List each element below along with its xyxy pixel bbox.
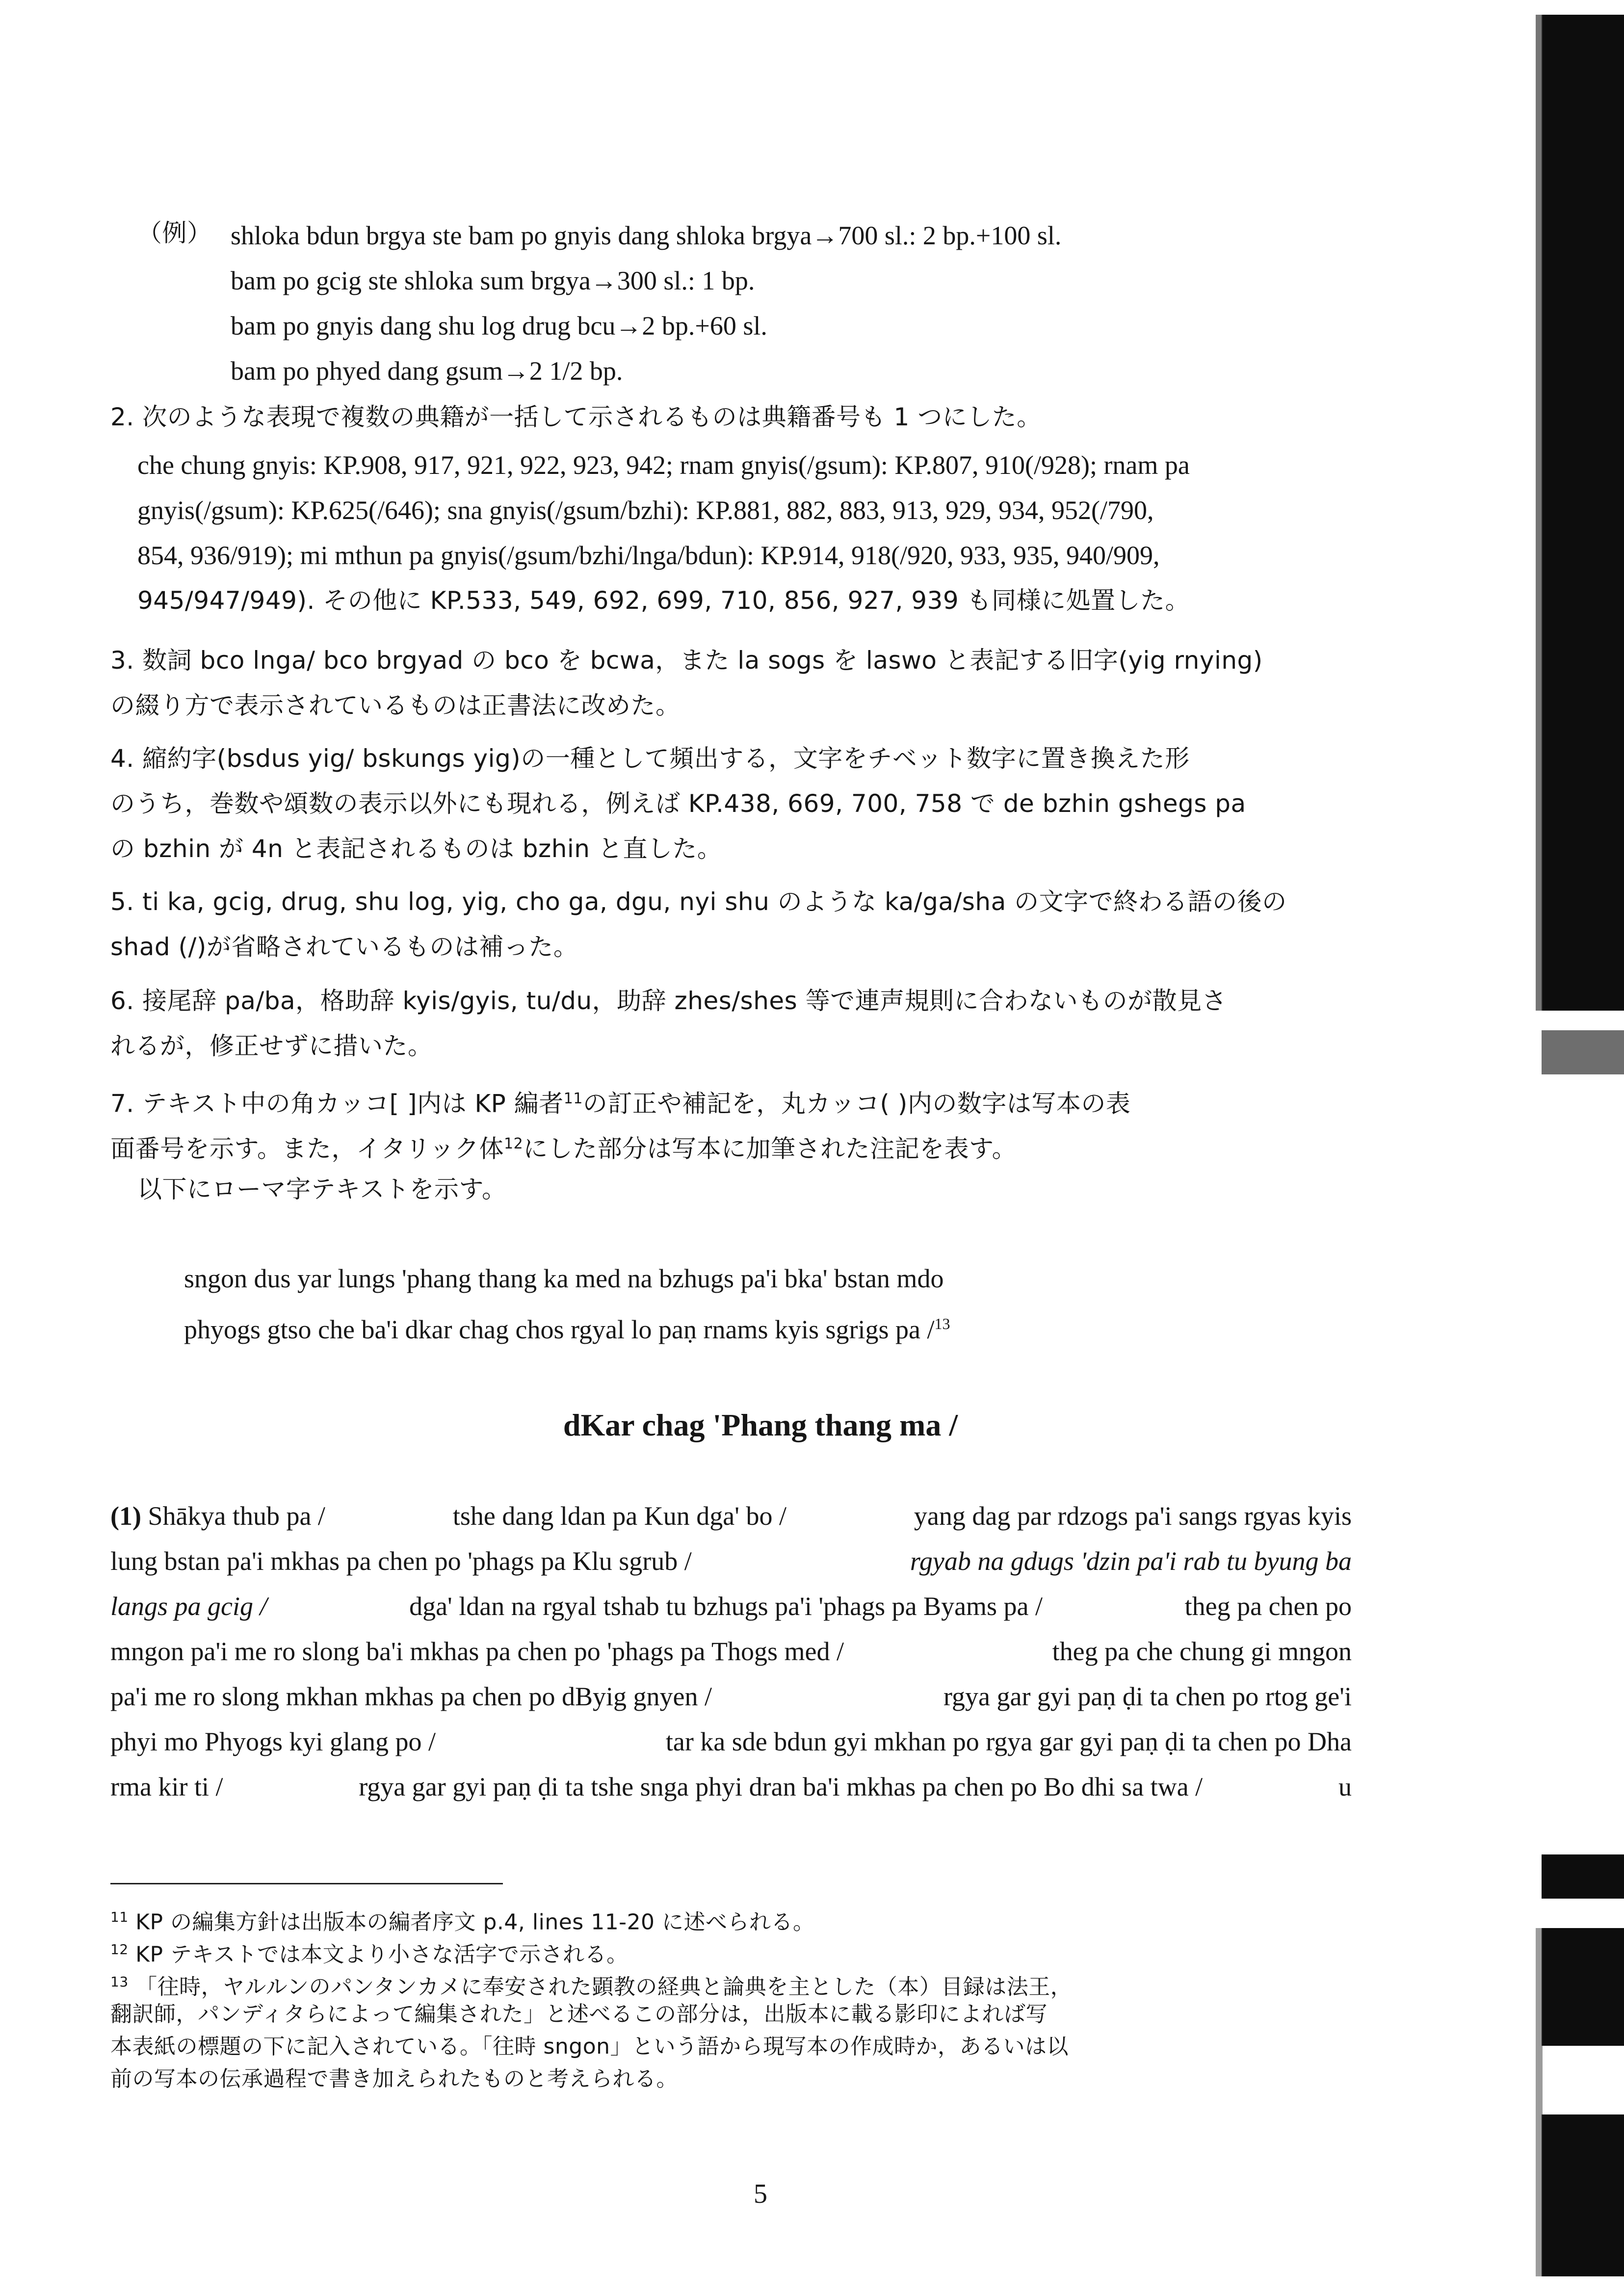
section-title: dKar chag 'Phang thang ma / <box>563 1408 958 1442</box>
footnote-text: KP テキストでは本文より小さな活字で示される。 <box>135 1942 629 1967</box>
scan-edge <box>1536 0 1624 2296</box>
rule-5-line: 5. ti ka, gcig, drug, shu log, yig, cho ga, dgu, nyi shu のような ka/ga/sha の文字で終わる語の後の <box>110 887 1287 916</box>
rule-2-line: 945/947/949). その他に KP.533, 549, 692, 699, 710, 856, 927, 939 も同様に処置した。 <box>137 586 1190 615</box>
rule-6-line: れるが，修正せずに措いた。 <box>110 1032 433 1060</box>
colophon-text: phyogs gtso che ba'i dkar chag chos rgyal lo paṇ rnams kyis sgrigs pa / <box>184 1315 935 1344</box>
body-text: u <box>1338 1772 1352 1801</box>
footnote-13 <box>110 1968 1072 2001</box>
rule-5-line: shad (/)が省略されているものは補った。 <box>110 933 578 961</box>
rule-7-line <box>110 1129 1017 1164</box>
rule-3-line: の綴り方で表示されているものは正書法に改めた。 <box>110 691 681 720</box>
footnote-13-line: 本表紙の標題の下に記入されている。「往時 sngon」という語から現写本の作成時か，あるいは以 <box>110 2034 1069 2059</box>
body-text: tar ka sde bdun gyi mkhan po rgya gar gyi paṇ ḍi ta chen po Dha <box>665 1727 1352 1756</box>
body-line <box>110 1592 1352 1621</box>
example-line: bam po gnyis dang shu log drug bcu→2 bp.+60 sl. <box>231 311 767 340</box>
footnote-number: 13 <box>110 1974 129 1990</box>
footnote-11 <box>110 1904 815 1936</box>
scan-shadow <box>1542 1928 1624 2046</box>
scan-grain <box>1536 1928 1543 2276</box>
body-text: rma kir ti / <box>110 1772 223 1801</box>
footnote-text: KP の編集方針は出版本の編者序文 p.4, lines 11-20 に述べられる。 <box>135 1909 815 1935</box>
annotation-text: rgyab na gdugs 'dzin pa'i rab tu byung ba <box>910 1546 1352 1576</box>
page-number: 5 <box>754 2179 767 2209</box>
rule-7-line <box>110 1084 1130 1119</box>
body-line <box>110 1546 1352 1576</box>
scan-grain <box>1536 15 1543 1011</box>
body-text: Shākya thub pa / <box>148 1501 325 1531</box>
rule-2-line: gnyis(/gsum): KP.625(/646); sna gnyis(/gsum/bzhi): KP.881, 882, 883, 913, 929, 934, 952(/790, <box>137 496 1154 525</box>
example-line: bam po phyed dang gsum→2 1/2 bp. <box>231 356 623 386</box>
footnote-13-line: 前の写本の伝承過程で書き加えられたものと考えられる。 <box>110 2066 678 2091</box>
body-text: theg pa che chung gi mngon <box>1052 1637 1352 1666</box>
rule-4-line: の bzhin が 4n と表記されるものは bzhin と直した。 <box>110 835 722 863</box>
rule-7-text: の訂正や補記を，丸カッコ( )内の数字は写本の表 <box>582 1089 1131 1118</box>
rule-7-text: 7. テキスト中の角カッコ[ ]内は KP 編者 <box>110 1089 564 1118</box>
body-line <box>110 1501 1352 1531</box>
scan-shadow <box>1542 1030 1624 1074</box>
footnote-ref: 13 <box>934 1315 950 1332</box>
scan-shadow <box>1542 2114 1624 2276</box>
body-text: dga' ldan na rgyal tshab tu bzhugs pa'i 'phags pa Byams pa / <box>409 1592 1043 1621</box>
body-text: rgya gar gyi paṇ ḍi ta chen po rtog ge'i <box>943 1682 1352 1711</box>
footnote-ref: 11 <box>563 1090 583 1107</box>
entry-number: (1) <box>110 1501 141 1531</box>
body-text: phyi mo Phyogs kyi glang po / <box>110 1727 436 1756</box>
intro-line: 以下にローマ字テキストを示す。 <box>137 1175 507 1203</box>
footnote-ref: 12 <box>504 1135 524 1152</box>
footnote-number: 12 <box>110 1941 129 1957</box>
footnote-12 <box>110 1936 629 1969</box>
body-text: lung bstan pa'i mkhas pa chen po 'phags pa Klu sgrub / <box>110 1546 692 1576</box>
annotation-text: langs pa gcig / <box>110 1592 267 1621</box>
rule-2-line: che chung gnyis: KP.908, 917, 921, 922, 923, 942; rnam gnyis(/gsum): KP.807, 910(/928); rnam pa <box>137 450 1190 480</box>
body-line <box>110 1772 1352 1801</box>
example-marker: （例） <box>137 219 212 247</box>
colophon-line: sngon dus yar lungs 'phang thang ka med na bzhugs pa'i bka' bstan mdo <box>184 1264 944 1293</box>
body-text: tshe dang ldan pa Kun dga' bo / <box>452 1501 786 1531</box>
rule-4-line: 4. 縮約字(bsdus yig/ bskungs yig)の一種として頻出する，文字をチベット数字に置き換えた形 <box>110 744 1190 773</box>
rule-3-line: 3. 数詞 bco lnga/ bco brgyad の bco を bcwa，また la sogs を laswo と表記する旧字(yig rnying) <box>110 646 1263 675</box>
colophon-line <box>184 1309 950 1344</box>
footnote-13-line: 翻訳師，パンディタらによって編集された」と述べるこの部分は，出版本に載る影印によれば写 <box>110 2002 1048 2027</box>
body-text: pa'i me ro slong mkhan mkhas pa chen po dByig gnyen / <box>110 1682 712 1711</box>
rule-6-line: 6. 接尾辞 pa/ba，格助辞 kyis/gyis, tu/du，助辞 zhes/shes 等で連声規則に合わないものが散見さ <box>110 987 1227 1015</box>
scan-shadow <box>1542 15 1624 1011</box>
rule-2-line: 854, 936/919); mi mthun pa gnyis(/gsum/bzhi/lnga/bdun): KP.914, 918(/920, 933, 935, 940/909, <box>137 541 1160 570</box>
example-line: bam po gcig ste shloka sum brgya→300 sl.: 1 bp. <box>231 266 755 295</box>
scan-shadow <box>1542 1854 1624 1899</box>
rule-2-heading: 2. 次のような表現で複数の典籍が一括して示されるものは典籍番号も 1 つにした。 <box>110 403 1042 431</box>
footnote-text: 「往時，ヤルルンのパンタンカメに奉安された顕教の経典と論典を主とした（本）目録は法王， <box>135 1974 1073 2000</box>
body-text: rgya gar gyi paṇ ḍi ta tshe snga phyi dran ba'i mkhas pa chen po Bo dhi sa twa / <box>359 1772 1203 1801</box>
footnote-rule <box>110 1883 503 1884</box>
example-line: shloka bdun brgya ste bam po gnyis dang shloka brgya→700 sl.: 2 bp.+100 sl. <box>231 221 1062 250</box>
footnote-number: 11 <box>110 1909 129 1925</box>
body-text: yang dag par rdzogs pa'i sangs rgyas kyis <box>914 1501 1352 1531</box>
rule-7-text: 面番号を示す。また，イタリック体 <box>110 1134 504 1163</box>
body-text: theg pa chen po <box>1184 1592 1352 1621</box>
rule-7-text: にした部分は写本に加筆された注記を表す。 <box>523 1134 1017 1163</box>
body-line <box>110 1637 1352 1666</box>
rule-4-line: のうち，巻数や頌数の表示以外にも現れる，例えば KP.438, 669, 700, 758 で de bzhin gshegs pa <box>110 789 1246 818</box>
body-line <box>110 1727 1352 1756</box>
body-line <box>110 1682 1352 1711</box>
body-text: mngon pa'i me ro slong ba'i mkhas pa chen po 'phags pa Thogs med / <box>110 1637 844 1666</box>
